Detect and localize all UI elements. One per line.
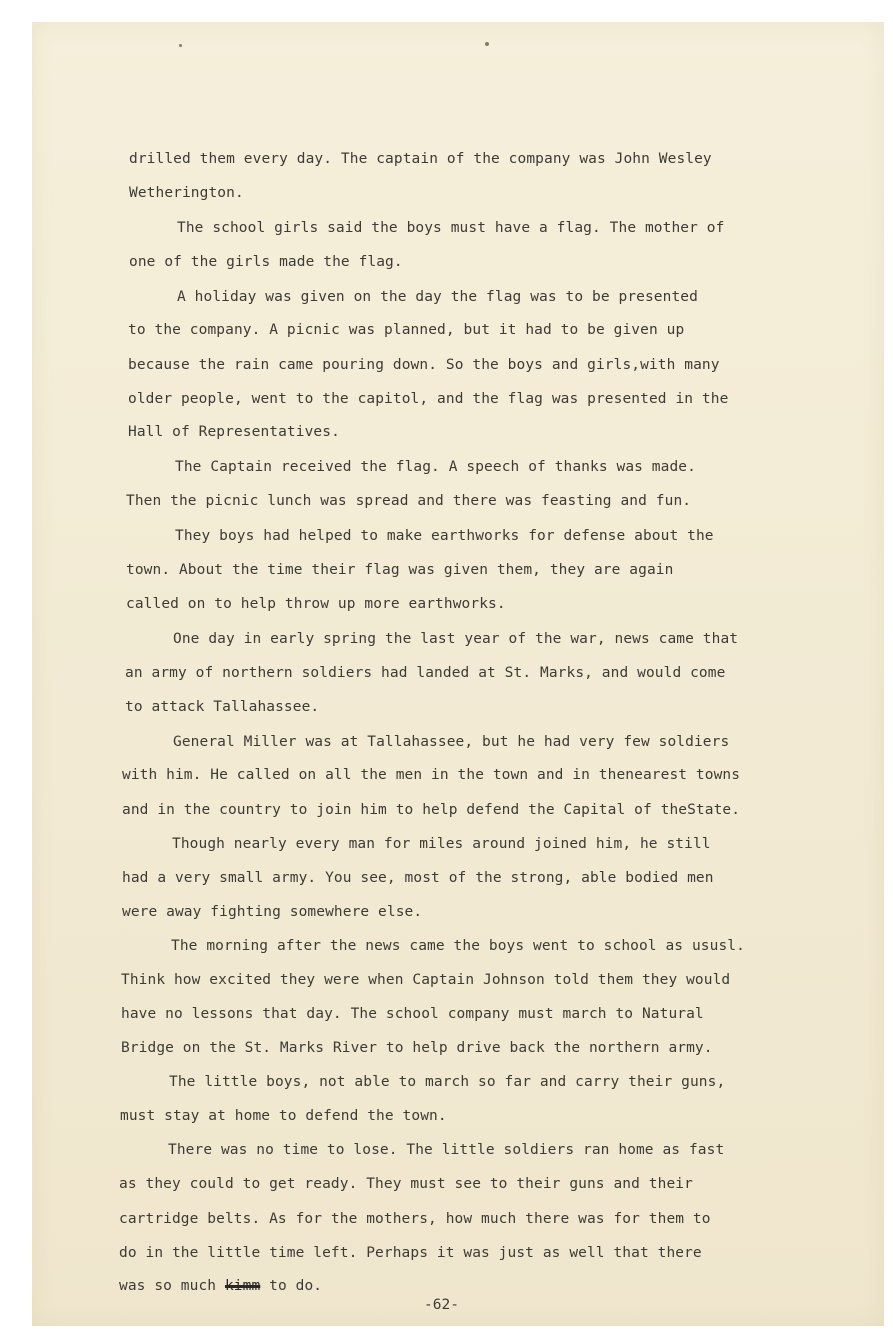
text-line: must stay at home to defend the town.: [120, 1108, 447, 1124]
typed-page: [32, 22, 884, 1326]
text-line: to the company. A picnic was planned, but it had to be given up: [128, 322, 685, 338]
text-line: were away fighting somewhere else.: [122, 904, 423, 920]
text-line: Wetherington.: [129, 185, 244, 201]
text-line: one of the girls made the flag.: [129, 254, 403, 270]
text-line: an army of northern soldiers had landed at St. Marks, and would come: [125, 665, 726, 681]
text-line: Bridge on the St. Marks River to help drive back the northern army.: [121, 1040, 713, 1056]
text-line: cartridge belts. As for the mothers, how much there was for them to: [119, 1211, 711, 1227]
text-line: called on to help throw up more earthworks.: [126, 596, 506, 612]
text-line: had a very small army. You see, most of the strong, able bodied men: [122, 870, 714, 886]
text-line: because the rain came pouring down. So the boys and girls,with many: [128, 357, 720, 373]
punch-mark: [179, 44, 182, 47]
text-line: as they could to get ready. They must see to their guns and their: [119, 1176, 693, 1192]
page-number: -62-: [424, 1297, 459, 1313]
struck-out-word: kimm: [224, 1278, 261, 1294]
text-line: Then the picnic lunch was spread and there was feasting and fun.: [126, 493, 692, 509]
text-line: The little boys, not able to march so far and carry their guns,: [169, 1074, 726, 1090]
text-line: They boys had helped to make earthworks for defense about the: [175, 528, 714, 544]
text-after-strike: to do.: [260, 1278, 323, 1294]
text-line: The morning after the news came the boys went to school as ususl.: [171, 938, 745, 954]
text-line: A holiday was given on the day the flag was to be presented: [177, 289, 698, 305]
text-line: to attack Tallahassee.: [125, 699, 320, 715]
text-line: drilled them every day. The captain of the company was John Wesley: [129, 151, 712, 167]
text-line-last: [119, 1277, 322, 1295]
text-line: town. About the time their flag was given them, they are again: [126, 562, 674, 578]
text-line: One day in early spring the last year of the war, news came that: [173, 631, 739, 647]
text-line: have no lessons that day. The school company must march to Natural: [121, 1006, 704, 1022]
text-line: There was no time to lose. The little soldiers ran home as fast: [168, 1142, 725, 1158]
text-before-strike: was so much: [119, 1278, 225, 1294]
text-line: do in the little time left. Perhaps it was just as well that there: [119, 1245, 702, 1261]
text-line: Think how excited they were when Captain Johnson told them they would: [121, 972, 731, 988]
text-line: Though nearly every man for miles around joined him, he still: [172, 836, 711, 852]
text-line: The school girls said the boys must have a flag. The mother of: [177, 220, 725, 236]
text-line: Hall of Representatives.: [128, 424, 340, 440]
text-line: and in the country to join him to help defend the Capital of theState.: [122, 802, 741, 818]
text-line: with him. He called on all the men in the town and in thenearest towns: [122, 767, 741, 783]
text-line: older people, went to the capitol, and the flag was presented in the: [128, 391, 729, 407]
text-line: General Miller was at Tallahassee, but he had very few soldiers: [173, 734, 730, 750]
text-line: The Captain received the flag. A speech of thanks was made.: [175, 459, 696, 475]
punch-mark: [485, 42, 489, 46]
